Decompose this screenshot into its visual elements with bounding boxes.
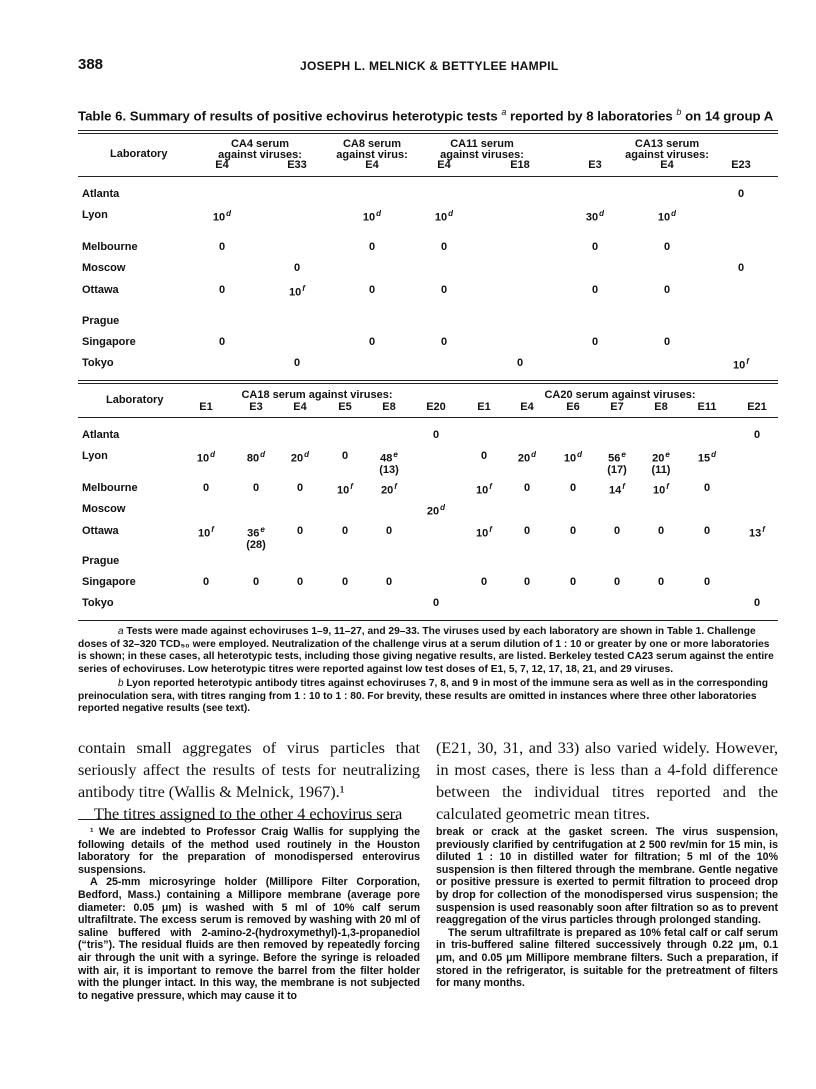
upper-cell: 0 [591,336,599,348]
lower-cell: 20$^f$ [381,482,397,497]
upper-group-subtitle: against viruses: [218,149,302,161]
upper-cell: 10$^f$ [289,284,305,299]
lower-col-header: E1 [477,401,491,413]
footnote-right: break or crack at the gasket screen. The virus suspension, previously clarified by centrifugation at 2 500 rev/min for 15 min, is diluted 1 : 10 in distilled water for filtration; 5 ml of the 10% suspension is then filtered through the membrane. Gentle negative or positive pressure is exerted to permit filtration to proceed drop by drop for collection of the monodispersed virus suspension; the suspension is used reasonably soon after filtration so as to prevent reaggregation of the virus particles through prolonged standing. The serum ultrafiltrate is prepared as 10% fetal calf or calf serum in tris-buffered saline filtered successively through 0.22 μm, 0.1 μm, and 0.05 μm Millipore membrane filters. Such a preparation, if stored in the refrigerator, is suitable for the pretreatment of filters for many months. [436,826,778,990]
lower-col-header: E8 [654,401,668,413]
lower-lab-header: Laboratory [106,394,164,406]
upper-group-title: CA13 serum [634,138,700,150]
upper-lab-header: Laboratory [110,148,168,160]
lower-cell: 0 [296,525,304,537]
lower-cell: 0 [613,576,621,588]
upper-cell: 0 [440,284,448,296]
upper-group-title: CA8 serum [342,138,402,150]
lower-cell: 0 [703,482,711,494]
lower-cell: 36e (28) [246,525,266,551]
upper-row-lab: Melbourne [82,241,138,253]
table-footnote-a: a Tests were made against echoviruses 1–9, 11–27, and 29–33. The viruses used by each laboratory are shown in Table 1. Challenge doses of 32–320 TCD₅₀ were employed. Neutralization of the challenge virus at a serum dilution of 1 : 10 or greater by one or more laboratories is shown; in these cases, all heterotypic tests, including those giving negative results, are listed. Berkeley tested CA23 serum against the entire series of echoviruses. Low heterotypic titres were reported against low test doses of E1, 5, 7, 12, 17, 18, 21, and 29 viruses. [78,626,774,675]
upper-cell: 0 [737,188,745,200]
lower-cell: 0 [569,482,577,494]
lower-cell: 0 [296,576,304,588]
lower-cell: 10$^f$ [653,482,669,497]
lower-cell: 0 [341,450,349,462]
lower-cell: 0 [523,576,531,588]
lower-col-header: E7 [610,401,624,413]
lower-row-lab: Melbourne [82,482,138,494]
upper-cell: 10$^f$ [733,357,749,372]
lower-row-lab: Moscow [82,503,126,515]
lower-row-lab: Singapore [82,576,136,588]
lower-col-header: E8 [382,401,396,413]
lower-col-header: E3 [249,401,263,413]
lower-cell: 0 [703,576,711,588]
lower-cell: 0 [523,482,531,494]
lower-cell: 10$^d$ [563,450,583,465]
lower-col-header: E5 [338,401,352,413]
lower-cell: 0 [480,450,488,462]
running-head: JOSEPH L. MELNICK & BETTYLEE HAMPIL [300,59,559,73]
lower-cell: 10$^d$ [196,450,216,465]
lower-row-lab: Ottawa [82,525,119,537]
lower-row-lab: Prague [82,555,120,567]
upper-col-header: E23 [731,159,751,171]
footnote-left: ¹ We are indebted to Professor Craig Wallis for supplying the following details of the method used routinely in the Houston laboratory for the preparation of monodispersed enterovirus suspensions. A 25-mm microsyringe holder (Millipore Filter Corporation, Bedford, Mass.) containing a Millipore membrane (average pore diameter: 0.05 μm) is washed with 5 ml of 10% calf serum ultrafiltrate. The excess serum is removed by washing with 20 ml of saline buffered with 2-amino-2-(hydroxymethyl)-1,3-propanediol (“tris”). The residual fluids are then removed by repeatedly forcing air through the unit with a syringe. Before the syringe is reloaded with air, it is important to remove the barrel from the filter holder with the plunger intact. In this way, the membrane is not subjected to negative pressure, which may cause it to [78,826,420,1002]
upper-cell: 0 [591,284,599,296]
lower-cell: 0 [657,525,665,537]
lower-cell: 10$^f$ [476,482,492,497]
lower-cell: 0 [569,576,577,588]
lower-col-header: E11 [697,401,717,413]
lower-cell: 0 [613,525,621,537]
table-rule-top [78,130,778,131]
upper-row-lab: Atlanta [82,188,120,200]
lower-group-title-ca18: CA18 serum against viruses: [241,389,393,401]
upper-cell: 0 [368,241,376,253]
upper-cell: 0 [218,336,226,348]
body-right: (E21, 30, 31, and 33) also varied widely. However, in most cases, there is less than a 4-fold difference between the individual titres reported and the calculated geometric mean titres. [436,739,778,823]
upper-col-header: E4 [215,159,229,171]
upper-cell: 0 [591,241,599,253]
lower-cell: 13$^f$ [749,525,765,540]
lower-row-lab: Tokyo [82,597,114,609]
table-footnote-b: b Lyon reported heterotypic antibody titres against echoviruses 7, 8, and 9 in most of the immune sera as well as in the corresponding preinoculation sera, with titres ranging from 1 : 10 to 1 : 80. For brevity, these results are omitted in instances where three other laboratories reported negative results (see text). [78,678,768,715]
lower-cell: 0 [753,429,761,441]
upper-group-subtitle: against viruses: [625,149,709,161]
lower-cell: 0 [480,576,488,588]
upper-group-title: CA11 serum [450,138,514,150]
lower-cell: 80$^d$ [246,450,266,465]
table-caption: Table 6. Summary of results of positive echovirus heterotypic tests $^a$ reported by 8 laboratories $^b$ on 14 group A [78,107,774,124]
upper-row-lab: Moscow [82,262,126,274]
upper-cell: 30$^d$ [585,209,605,224]
lower-cell: 14$^f$ [609,482,625,497]
table-rule-header-lower [78,417,778,418]
lower-cell: 0 [753,597,761,609]
upper-cell: 0 [368,284,376,296]
lower-cell: 0 [341,576,349,588]
lower-col-header: E6 [566,401,580,413]
lower-cell: 10$^f$ [476,525,492,540]
lower-cell: 15$^d$ [697,450,717,465]
lower-cell: 0 [569,525,577,537]
lower-cell: 0 [202,482,210,494]
upper-col-header: E33 [287,159,307,171]
lower-cell: 0 [252,482,260,494]
lower-col-header: E21 [747,401,767,413]
upper-cell: 0 [516,357,524,369]
lower-cell: 0 [341,525,349,537]
upper-col-header: E18 [510,159,530,171]
table-rule-top-2 [78,133,778,134]
lower-group-title-ca20: CA20 serum against viruses: [544,389,696,401]
lower-cell: 48e (13) [379,450,399,476]
lower-cell: 56e (17) [607,450,627,476]
upper-cell: 10$^d$ [657,209,677,224]
upper-cell: 0 [663,336,671,348]
lower-cell: 0 [202,576,210,588]
table-rule-header [78,176,778,177]
upper-cell: 10$^d$ [212,209,232,224]
upper-cell: 0 [218,284,226,296]
upper-cell: 10$^d$ [362,209,382,224]
upper-col-header: E4 [437,159,451,171]
upper-cell: 0 [440,336,448,348]
lower-cell: 0 [432,597,440,609]
upper-row-lab: Ottawa [82,284,119,296]
lower-cell: 0 [703,525,711,537]
upper-cell: 0 [293,262,301,274]
upper-cell: 0 [218,241,226,253]
upper-cell: 0 [663,241,671,253]
lower-cell: 0 [252,576,260,588]
lower-cell: 0 [385,525,393,537]
lower-col-header: E4 [520,401,534,413]
upper-cell: 0 [663,284,671,296]
lower-col-header: E20 [426,401,446,413]
upper-col-header: E4 [365,159,379,171]
lower-cell: 20$^d$ [426,503,446,518]
upper-group-subtitle: against viruses: [440,149,524,161]
lower-cell: 0 [432,429,440,441]
lower-cell: 0 [296,482,304,494]
upper-col-header: E3 [588,159,602,171]
upper-cell: 0 [440,241,448,253]
upper-cell: 10$^d$ [434,209,454,224]
lower-row-lab: Lyon [82,450,108,462]
lower-row-lab: Atlanta [82,429,120,441]
upper-row-lab: Lyon [82,209,108,221]
upper-col-header: E4 [660,159,674,171]
lower-col-header: E1 [199,401,213,413]
lower-cell: 10$^f$ [337,482,353,497]
page-number: 388 [78,56,104,73]
lower-cell: 0 [657,576,665,588]
lower-cell: 20$^d$ [517,450,537,465]
upper-cell: 0 [293,357,301,369]
upper-group-subtitle: against virus: [336,149,408,161]
upper-group-title: CA4 serum [230,138,290,150]
upper-row-lab: Tokyo [82,357,114,369]
lower-cell: 20$^d$ [290,450,310,465]
table-rule-mid [78,380,778,381]
upper-cell: 0 [368,336,376,348]
lower-cell: 0 [385,576,393,588]
lower-cell: 20e (11) [651,450,671,476]
table-rule-mid-2 [78,383,778,384]
lower-cell: 0 [523,525,531,537]
table-rule-bottom [78,620,778,621]
footnote-rule [78,819,398,820]
lower-cell: 10$^f$ [198,525,214,540]
upper-row-lab: Prague [82,315,120,327]
upper-cell: 0 [737,262,745,274]
body-left: contain small aggregates of virus particles that seriously affect the results of tests for neutralizing antibody titre (Wallis & Melnick, 1967).¹ The titres assigned to the other 4 echovirus sera [78,739,420,823]
lower-col-header: E4 [293,401,307,413]
upper-row-lab: Singapore [82,336,136,348]
